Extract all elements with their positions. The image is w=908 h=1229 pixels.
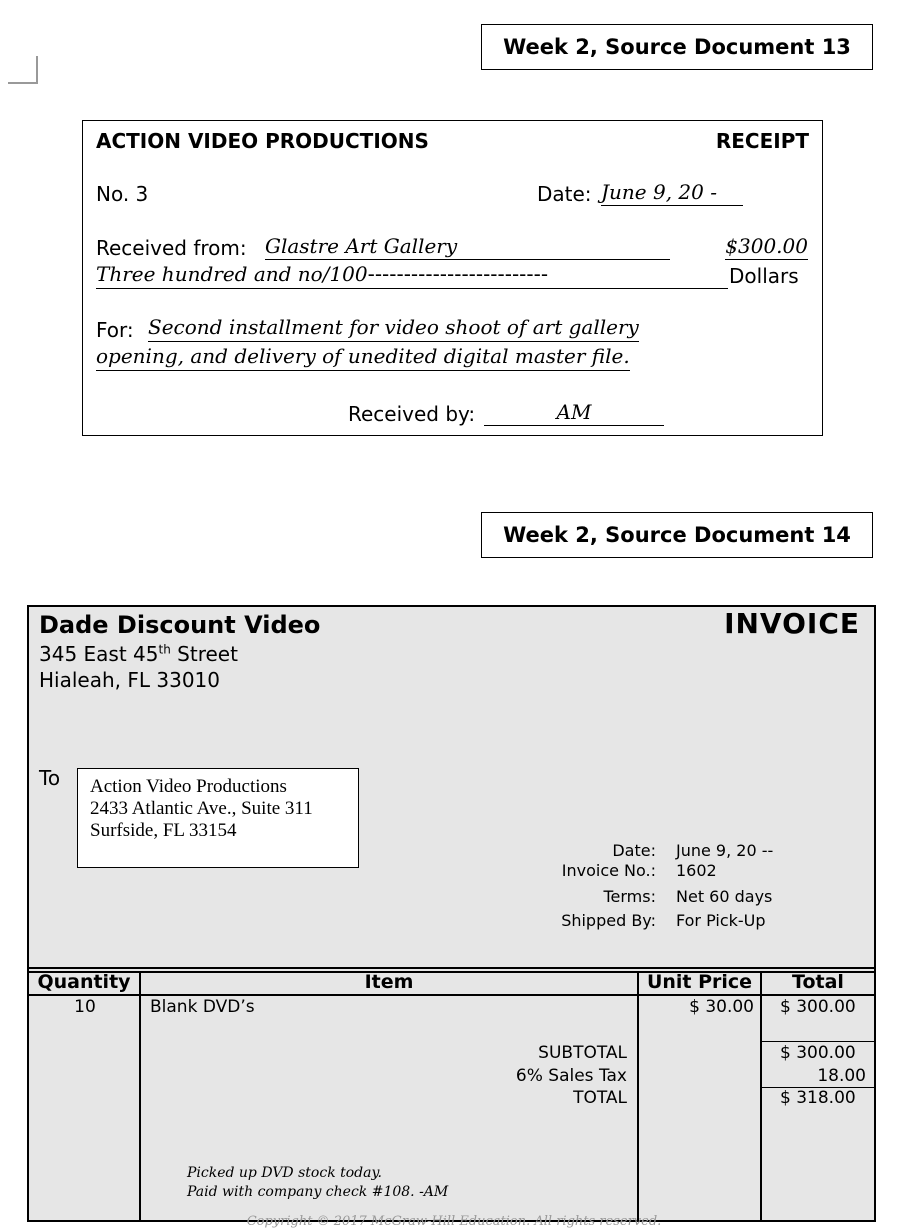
amount-dashes: ------------------------- (367, 262, 549, 286)
bill-to-address (77, 768, 359, 868)
invoice-address: 345 East 45th Street (39, 642, 238, 666)
meta-terms-value: Net 60 days (676, 887, 773, 906)
page-corner-mark (8, 56, 38, 84)
sales-tax-value: 18.00 (817, 1066, 866, 1086)
received-by-label: Received by: (348, 402, 476, 426)
meta-invoice-no-label: Invoice No.: (561, 861, 656, 880)
col-header-total: Total (792, 971, 844, 993)
bill-to-line-1: Action Video Productions (90, 776, 287, 797)
total-label: TOTAL (573, 1088, 627, 1108)
receipt-company: ACTION VIDEO PRODUCTIONS (96, 129, 429, 153)
copyright-footer: Copyright © 2017 McGraw-Hill Education. All rights reserved. (246, 1214, 662, 1229)
subtotal-value: $ 300.00 (780, 1043, 856, 1063)
for-line-2: opening, and delivery of unedited digital master file. (96, 344, 630, 371)
meta-shipped-by-label: Shipped By: (561, 911, 656, 930)
amount-words-line (96, 262, 728, 289)
handwritten-note-line-1: Picked up DVD stock today. (187, 1165, 382, 1181)
meta-shipped-by-value: For Pick-Up (676, 911, 766, 930)
amount-words: Three hundred and no/100 (96, 262, 368, 286)
row-total: $ 300.00 (780, 997, 856, 1017)
receipt-amount: $300.00 (725, 234, 808, 258)
source-document-13-header: Week 2, Source Document 13 (481, 24, 873, 70)
col-header-quantity: Quantity (37, 971, 131, 993)
subtotal-rule (762, 1041, 874, 1042)
invoice (27, 605, 876, 1222)
table-top-rule (29, 967, 874, 969)
bill-to-line-3: Surfside, FL 33154 (90, 820, 237, 841)
table-header-rule (29, 994, 874, 996)
for-label: For: (96, 318, 134, 342)
receipt (82, 120, 823, 436)
meta-date-label: Date: (612, 841, 656, 860)
received-by-value: AM (484, 400, 664, 426)
source-document-14-header: Week 2, Source Document 14 (481, 512, 873, 558)
col-divider-price (760, 971, 762, 1220)
meta-invoice-no-value: 1602 (676, 861, 717, 880)
received-from-label: Received from: (96, 236, 247, 260)
for-line-1: Second installment for video shoot of art gallery (148, 315, 639, 342)
col-divider-item (637, 971, 639, 1220)
row-unit-price: $ 30.00 (689, 997, 754, 1017)
to-label: To (39, 766, 61, 790)
receipt-date-value: June 9, 20 - (601, 180, 743, 206)
row-item: Blank DVD’s (150, 997, 255, 1017)
col-header-item: Item (364, 971, 414, 993)
bill-to-line-2: 2433 Atlantic Ave., Suite 311 (90, 798, 313, 819)
invoice-title: INVOICE (724, 607, 860, 640)
receipt-date-label: Date: (537, 182, 592, 206)
receipt-title: RECEIPT (715, 129, 809, 153)
sales-tax-label: 6% Sales Tax (515, 1066, 627, 1086)
row-quantity: 10 (74, 997, 96, 1017)
total-value: $ 318.00 (780, 1088, 856, 1108)
subtotal-label: SUBTOTAL (538, 1043, 627, 1063)
col-header-unit-price: Unit Price (646, 971, 753, 993)
meta-terms-label: Terms: (603, 887, 656, 906)
invoice-city: Hialeah, FL 33010 (39, 668, 220, 692)
handwritten-note-line-2: Paid with company check #108. -AM (187, 1184, 449, 1200)
dollars-label: Dollars (729, 264, 799, 288)
meta-date-value: June 9, 20 -- (676, 841, 774, 860)
receipt-number: No. 3 (96, 182, 149, 206)
invoice-company: Dade Discount Video (39, 611, 321, 639)
received-from-value: Glastre Art Gallery (265, 234, 670, 260)
